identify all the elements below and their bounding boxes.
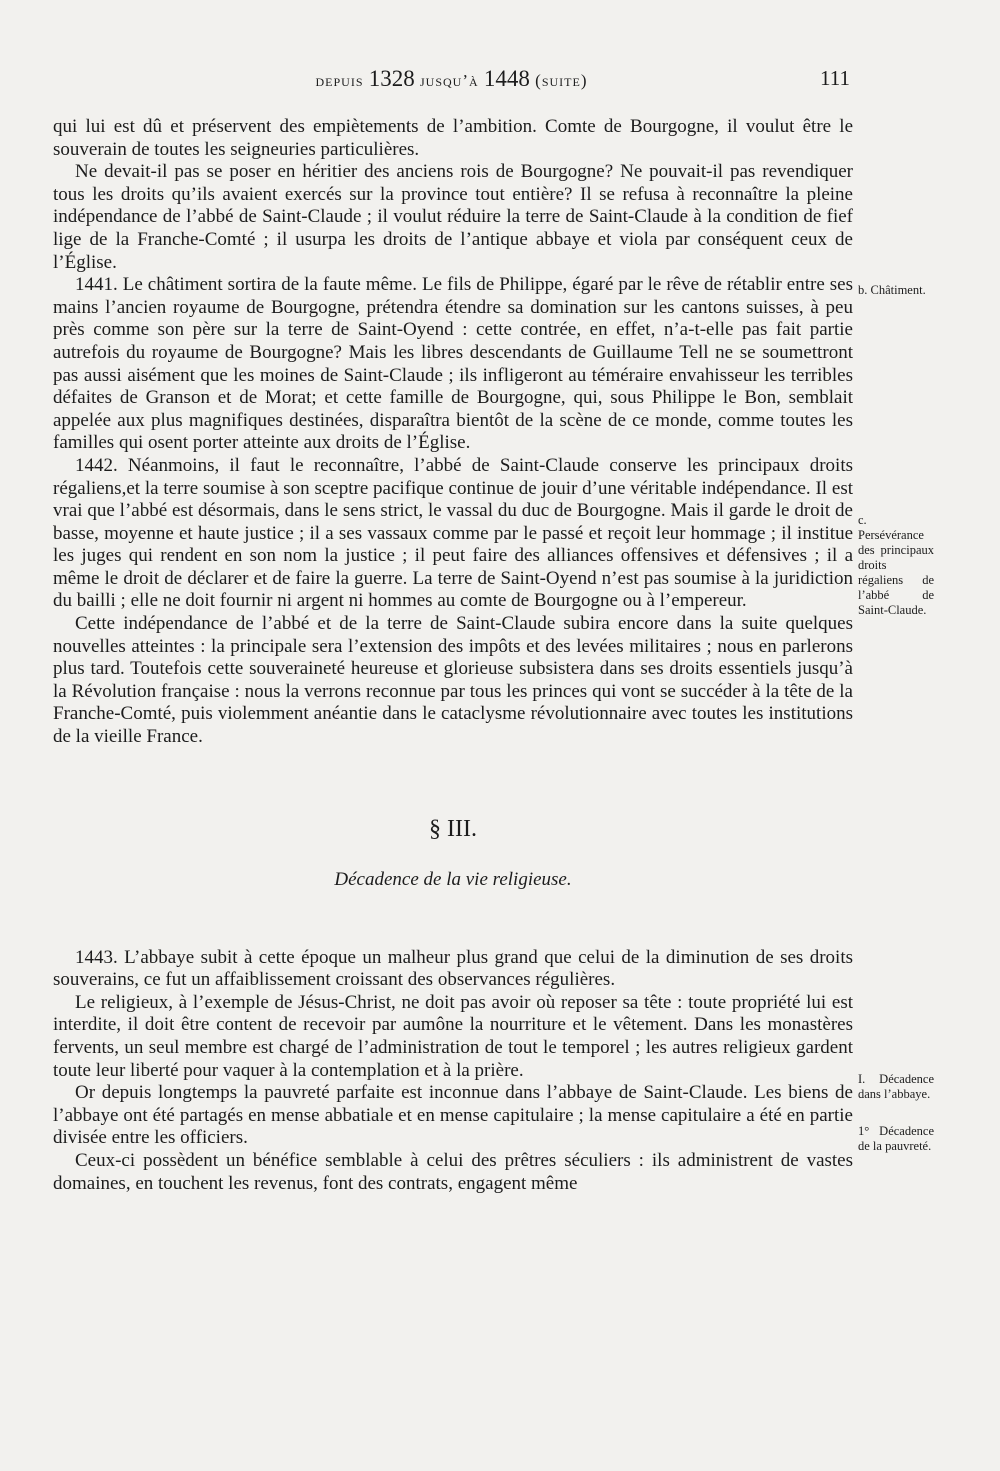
paragraph: 1443. L’abbaye subit à cette époque un malheur plus grand que celui de la diminution de ses droits souverains, ce fut un affaiblissement croissant des observances régulières. [53,946,853,991]
year-start: 1328 [368,66,415,91]
running-head [53,66,850,92]
paragraph: qui lui est dû et préservent des empiètements de l’ambition. Comte de Bourgogne, il voulut être le souverain de toutes les seigneuries particulières. [53,116,853,160]
paragraph: Le religieux, à l’exemple de Jésus-Christ, ne doit pas avoir où reposer sa tête : toute propriété lui est interdite, il doit être content de recevoir par aumône la nourriture et le vêtement. Dans les monastères fervents, un seul membre est chargé de l’administration de tout le temporel ; les autres religieux gardent toute leur liberté pour vaquer à la contemplation et à la prière. [53,991,853,1081]
margin-note-decadence-pauvrete: 1° Décadence de la pauvreté. [858,1124,934,1153]
section-heading: § III. [429,815,477,842]
paragraph: 1442. Néanmoins, il faut le reconnaître, l’abbé de Saint-Claude conserve les principaux droits régaliens,et la terre soumise à son sceptre pacifique continue de jouir d’une véritable indépendance. Il est vrai que l’abbé est désormais, dans le sens strict, le vassal du duc de Bourgogne. Mais il garde le droit de basse, moyenne et haute justice ; il a ses vassaux comme par le passé et reçoit leur hommage ; il institue les juges qui rendent en son nom la justice ; il peut faire des alliances offensives et défensives ; il a même le droit de déclarer et de faire la guerre. La terre de Saint-Oyend n’est pas soumise à la juridiction du bailli ; elle ne doit fournir ni argent ni hommes au comte de Bourgogne ou à l’empereur. [53,454,853,612]
running-head-prefix: depuis [315,71,364,90]
paragraph: 1441. Le châtiment sortira de la faute même. Le fils de Philippe, égaré par le rêve de rétablir entre ses mains l’ancien royaume de Bourgogne, prétendra étendre sa domination sur les cantons suisses, à peu près comme son père sur la terre de Saint-Oyend : cette contrée, en effet, n’a-t-elle pas fait partie autrefois du royaume de Bourgogne? Mais les libres descendants de Guillaume Tell ne se soumettront pas aussi aisément que les moines de Saint-Claude ; ils infligeront au téméraire envahisseur les terribles défaites de Granson et de Morat; et cette famille de Bourgogne, qui, sous Philippe le Bon, semblait appelée aux plus magnifiques destinées, disparaîtra bientôt de la scène de ce monde, comme toutes les familles qui osent porter atteinte aux droits de l’Église. [53,274,853,454]
page-number: 111 [820,66,850,90]
year-end: 1448 [483,66,530,91]
paragraph: Or depuis longtemps la pauvreté parfaite est inconnue dans l’abbaye de Saint-Claude. Les biens de l’abbaye ont été partagés en mense abbatiale et en mense capitulaire ; la mense capitulaire a été en partie divisée entre les officiers. [53,1082,853,1149]
paragraph: Ne devait-il pas se poser en héritier des anciens rois de Bourgogne? Ne pouvait-il pas revendiquer tous les droits qu’ils avaient exercés sur la province tout entière? Il se refusa à reconnaître la pleine indépendance de l’abbé de Saint-Claude ; il voulut réduire la terre de Saint-Claude à la condition de fief lige de la Franche-Comté ; il usurpa les droits de l’antique abbaye et viola par conséquent ceux de l’Église. [53,161,853,273]
section-title: Décadence de la vie religieuse. [334,868,572,890]
margin-note-perseverance: c. Persévérance des principaux droits régaliens de l’abbé de Saint-Claude. [858,513,934,617]
paragraph: Ceux-ci possèdent un bénéfice semblable à celui des prêtres séculiers : ils administrent de vastes domaines, en touchent les revenus, font des contrats, engagent même [53,1149,853,1194]
margin-note-chatiment: b. Châtiment. [858,283,926,297]
margin-note-decadence-abbaye: I. Décadence dans l’abbaye. [858,1072,934,1101]
paragraph: Cette indépendance de l’abbé et de la terre de Saint-Claude subira encore dans la suite quelques nouvelles atteintes : la principale sera l’extension des impôts et des levées militaires ; nous en parlerons plus tard. Toutefois cette souveraineté heureuse et glorieuse subsistera dans ses droits essentiels jusqu’à la Révolution française : nous la verrons reconnue par tous les princes qui vont se succéder à la tête de la Franche-Comté, puis violemment anéantie dans le cataclysme révolutionnaire avec toutes les institutions de la vieille France. [53,613,853,748]
body-text [53,116,853,1195]
page-header [53,66,850,100]
running-head-suffix: (suite) [535,71,588,90]
running-head-mid: jusqu’à [420,71,479,90]
